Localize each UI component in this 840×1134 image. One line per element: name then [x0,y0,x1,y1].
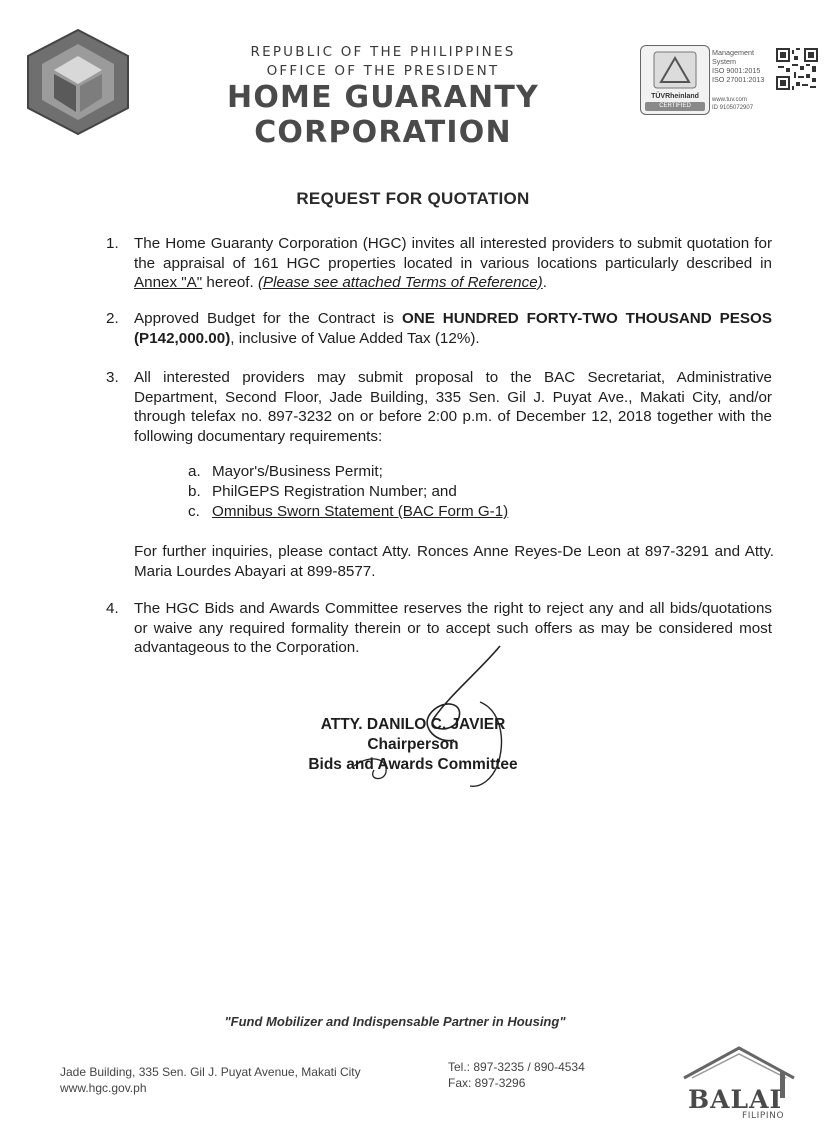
cert-line: Management [712,48,754,57]
item-4-paragraph: The HGC Bids and Awards Committee reserves the right to reject any and all bids/quotations or waive any required formality therein or to accept such offers as may be considered most advantageous to the Corporation. [134,600,772,656]
item-2-text: Approved Budget for the Contract is [134,310,402,327]
footer-contact [448,1059,585,1091]
item-1-paragraph [134,234,772,293]
inquiries-paragraph: For further inquiries, please contact Atty. Ronces Anne Reyes-De Leon at 897-3291 and Atty. Maria Lourdes Abayari at 899-8577. [134,543,774,580]
footer-website: www.hgc.gov.ph [60,1081,147,1095]
cert-line: ISO 9001:2015 [712,66,761,75]
item-number: 2. [106,310,119,327]
requirement-item [188,462,383,482]
balai-filipino-logo-icon [680,1044,798,1120]
badge-brand: TÜVRheinland [651,93,699,100]
item-1-period: . [542,274,547,291]
requirement-letter: b. [188,483,201,500]
requirement-letter: c. [188,503,200,520]
hgc-logo-icon [22,26,134,138]
cert-line: ISO 27001:2013 [712,75,765,84]
item-number: 4. [106,600,119,617]
svg-text:BALAI: BALAI [688,1085,783,1114]
tuv-certified-badge [640,45,710,115]
approved-budget-amount: ONE HUNDRED FORTY-TWO THOUSAND PESOS (P142,000.00) [134,310,773,347]
item-2-paragraph [134,309,772,348]
header-republic: REPUBLIC OF THE PHILIPPINES [250,44,516,60]
requirement-text: Omnibus Sworn Statement (BAC Form G-1) [212,503,509,520]
requirement-letter: a. [188,463,201,480]
cert-details [712,48,782,84]
header-org-name: HOME GUARANTY CORPORATION [227,80,539,150]
item-number: 3. [106,369,119,386]
item-3-paragraph: All interested providers may submit proposal to the BAC Secretariat, Administrative Department, Second Floor, Jade Building, 335 Sen. Gil J. Puyat Ave., Makati City, and/or through telefax no. 897-3232 on or before 2:00 p.m. of December 12, 2018 together with the following documentary requirements: [134,369,772,445]
item-1-text: The Home Guaranty Corporation (HGC) invites all interested providers to submit quotation for the appraisal of 161 HGC properties located in various locations particularly described in [134,235,772,272]
signatory-title: Chairperson [367,736,459,753]
footer-fax: Fax: 897-3296 [448,1076,526,1090]
item-number: 1. [106,235,119,252]
requirement-text: Mayor's/Business Permit; [212,463,383,480]
svg-text:FILIPINO: FILIPINO [742,1111,785,1120]
signatory-name: ATTY. DANILO C. JAVIER [320,716,506,733]
footer-address [60,1064,361,1096]
cert-web-line: www.tuv.com [712,97,747,103]
cert-line: System [712,57,736,66]
footer-telephone: Tel.: 897-3235 / 890-4534 [448,1060,585,1074]
terms-of-reference-note: (Please see attached Terms of Reference) [257,274,543,291]
signatory-committee: Bids and Awards Committee [308,756,518,773]
cert-web [712,97,782,112]
footer-tagline: "Fund Mobilizer and Indispensable Partner in Housing" [224,1014,566,1029]
triangle-icon [641,46,709,92]
requirement-text: PhilGEPS Registration Number; and [212,483,457,500]
requirement-item [188,482,457,502]
requirement-item [188,502,508,522]
document-title: REQUEST FOR QUOTATION [296,189,530,208]
header-office: OFFICE OF THE PRESIDENT [266,63,500,79]
badge-certified: CERTIFIED [645,102,705,111]
qr-code-icon [776,48,818,90]
item-1-text-cont: hereof. [202,274,258,291]
annex-a-reference: Annex "A" [134,274,203,291]
cert-web-line: ID 9105072907 [712,104,754,111]
item-2-text-cont: , inclusive of Value Added Tax (12%). [230,329,480,347]
footer-address-line: Jade Building, 335 Sen. Gil J. Puyat Avenue, Makati City [60,1065,361,1079]
